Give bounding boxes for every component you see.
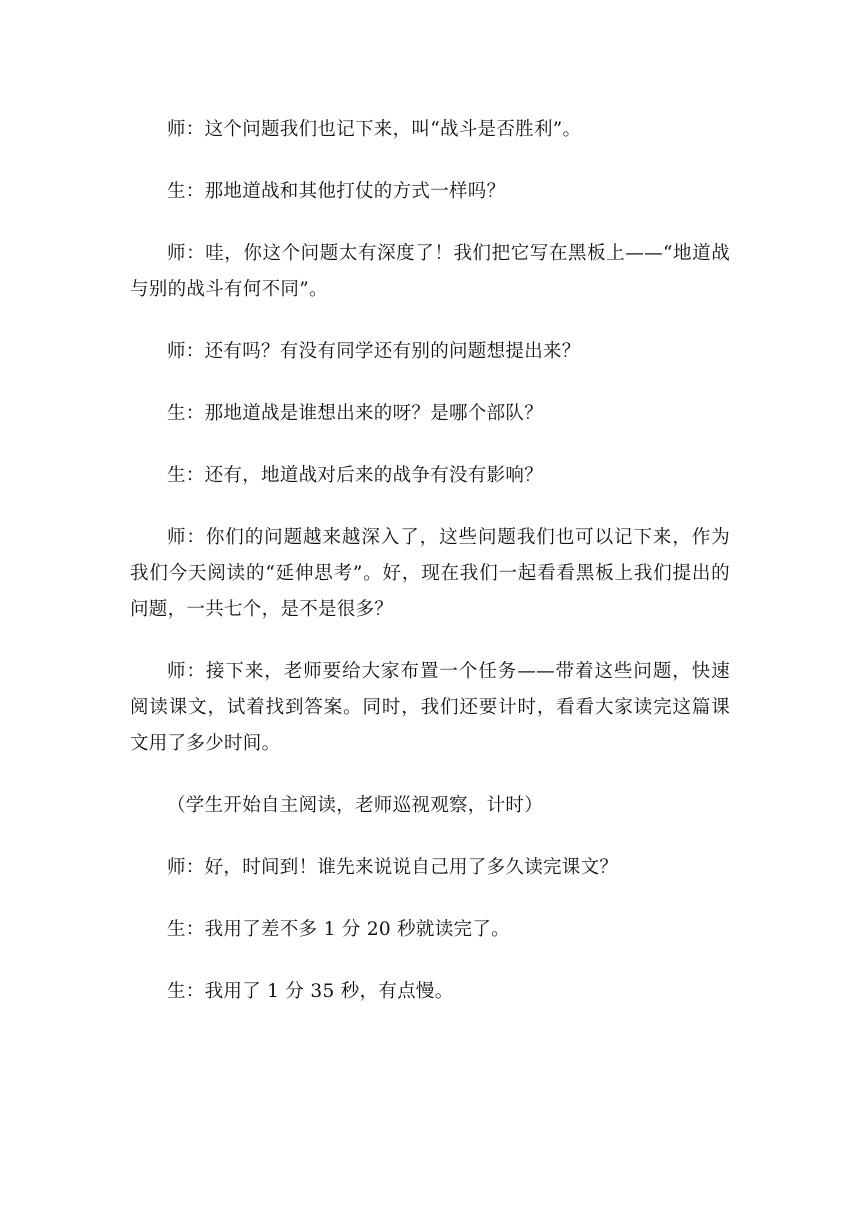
paragraph: 生：还有，地道战对后来的战争有没有影响？ (167, 465, 544, 486)
paragraph: 生：那地道战和其他打仗的方式一样吗？ (167, 181, 506, 202)
paragraph: 师：你们的问题越来越深入了，这些问题我们也可以记下来，作为我们今天阅读的“延伸思考”。好，现在我们一起看看黑板上我们提出的问题，一共七个，是不是很多？ (130, 527, 730, 620)
paragraph: 师：这个问题我们也记下来，叫“战斗是否胜利”。 (167, 119, 582, 140)
paragraph: 师：哇，你这个问题太有深度了！我们把它写在黑板上——“地道战与别的战斗有何不同”。 (130, 243, 730, 300)
paragraph: 生：那地道战是谁想出来的呀？是哪个部队？ (167, 403, 544, 424)
paragraph: 师：还有吗？有没有同学还有别的问题想提出来？ (167, 341, 581, 362)
document-body (130, 112, 730, 1036)
paragraph: （学生开始自主阅读，老师巡视观察，计时） (167, 795, 544, 816)
paragraph: 师：接下来，老师要给大家布置一个任务——带着这些问题，快速阅读课文，试着找到答案。同时，我们还要计时，看看大家读完这篇课文用了多少时间。 (130, 661, 730, 754)
paragraph: 生：我用了 1 分 35 秒，有点慢。 (167, 981, 454, 1002)
paragraph: 生：我用了差不多 1 分 20 秒就读完了。 (167, 919, 510, 940)
paragraph: 师：好，时间到！谁先来说说自己用了多久读完课文？ (167, 857, 619, 878)
